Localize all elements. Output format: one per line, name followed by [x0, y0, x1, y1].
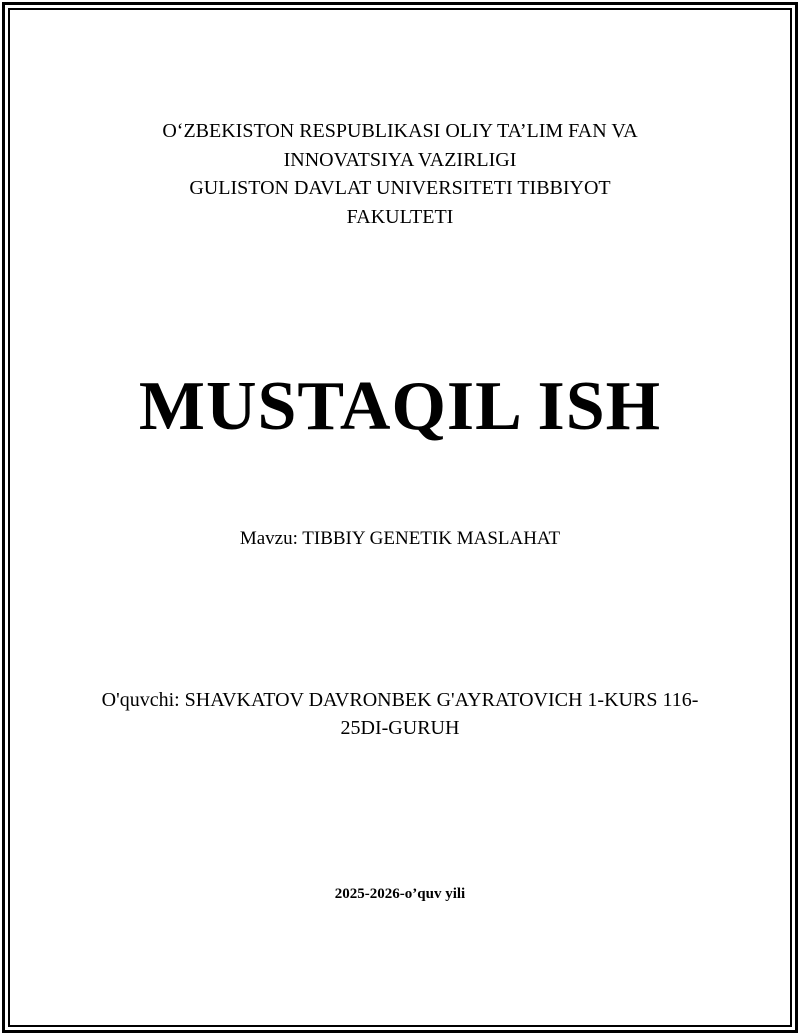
- header-line-1: OʻZBEKISTON RESPUBLIKASI OLIY TA’LIM FAN VA: [162, 120, 638, 142]
- document-title: MUSTAQIL ISH: [138, 368, 662, 445]
- header-line-2: INNOVATSIYA VAZIRLIGI: [283, 148, 517, 171]
- student-line-2: 25DI-GURUH: [340, 717, 460, 739]
- topic-line: Mavzu: TIBBIY GENETIK MASLAHAT: [239, 528, 561, 549]
- header-line-4: FAKULTETI: [346, 205, 454, 228]
- header-line-3: GULISTON DAVLAT UNIVERSITETI TIBBIYOT: [189, 177, 611, 199]
- student-line: [70, 686, 730, 742]
- student-line-1: O'quvchi: SHAVKATOV DAVRONBEK G'AYRATOVICH 1-KURS 116-: [101, 689, 699, 711]
- university-header: [70, 117, 730, 231]
- academic-year: 2025-2026-o’quv yili: [334, 886, 466, 902]
